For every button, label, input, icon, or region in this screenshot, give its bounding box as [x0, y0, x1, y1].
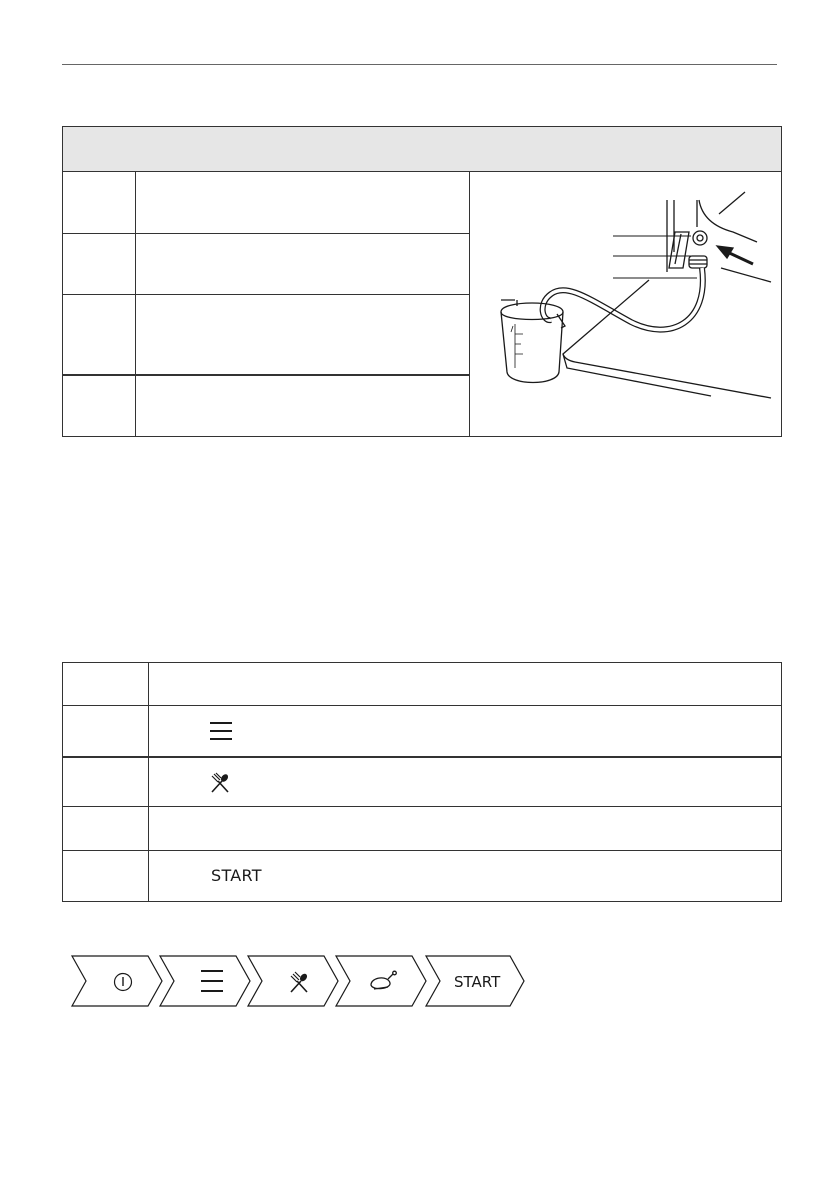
menu-icon [209, 721, 233, 741]
drain-procedure-table [62, 126, 782, 437]
program-steps-table [62, 662, 782, 902]
roast-icon [371, 971, 396, 989]
table-row-action [149, 706, 779, 756]
control-sequence-bar [70, 955, 530, 1007]
header-rule [62, 64, 777, 65]
cutlery-icon [208, 772, 232, 794]
table-row-step [63, 172, 135, 233]
start-label: START [211, 866, 262, 885]
table-row-step [63, 376, 135, 436]
table-row-action [149, 663, 779, 705]
power-icon [115, 974, 132, 991]
table-row-action [149, 851, 779, 901]
table-row-action [136, 376, 469, 436]
table-row-action [136, 295, 469, 374]
table-row-action [136, 234, 469, 294]
step-chevron [72, 956, 162, 1006]
table-row-step [63, 663, 148, 705]
table-row-step [63, 234, 135, 294]
menu-icon [201, 971, 223, 991]
table-header [63, 127, 781, 172]
cutlery-icon [291, 972, 308, 992]
table-row-action [149, 758, 779, 806]
table-row-step [63, 807, 148, 850]
table-row-step [63, 758, 148, 806]
table-row-action [149, 807, 779, 850]
step-chevron [336, 956, 426, 1006]
table-row-action [136, 172, 469, 233]
start-label: START [454, 973, 501, 991]
step-chevron [248, 956, 338, 1006]
table-row-step [63, 295, 135, 374]
drain-hose-illustration [471, 172, 781, 436]
table-row-step [63, 706, 148, 756]
column-divider [469, 172, 470, 436]
table-row-step [63, 851, 148, 901]
